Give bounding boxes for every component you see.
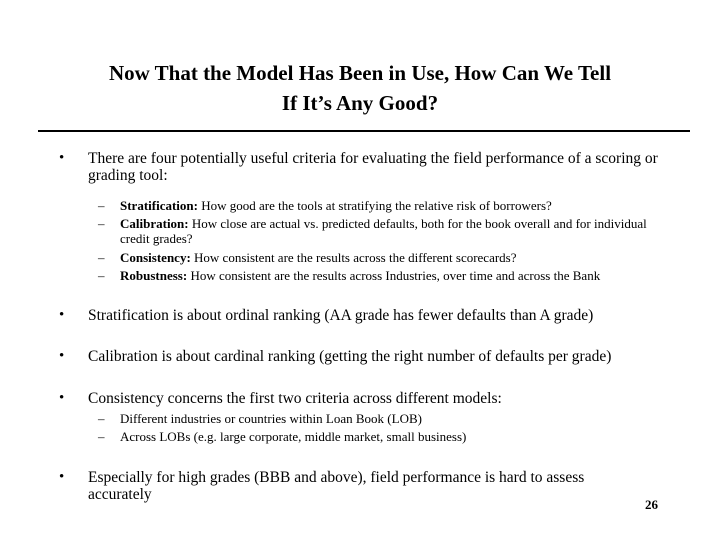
bullet-marker: • [59, 390, 65, 406]
bullet-calibration: Calibration is about cardinal ranking (getting the right number of defaults per grade) [88, 348, 612, 365]
definition-robustness: How consistent are the results across Industries, over time and across the Bank [187, 268, 601, 283]
bullet-marker: • [59, 150, 65, 166]
bullet-criteria-intro: There are four potentially useful criteria for evaluating the field performance of a scoring or grading tool: [88, 150, 658, 184]
sub-item-robustness [120, 268, 660, 283]
term-stratification: Stratification: [120, 198, 198, 213]
sub-bullet-dash: – [98, 198, 105, 213]
definition-stratification: How good are the tools at stratifying the relative risk of borrowers? [197, 198, 552, 213]
bullet-marker: • [59, 307, 65, 323]
slide-title [40, 58, 680, 118]
definition-calibration: How close are actual vs. predicted defaults, both for the book overall and for individual credit grades? [120, 216, 647, 246]
sub-item-calibration [120, 216, 660, 246]
sub-item-consistency [120, 250, 660, 265]
sub-item-industries: Different industries or countries within Loan Book (LOB) [120, 411, 422, 426]
sub-bullet-dash: – [98, 250, 105, 265]
bullet-consistency: Consistency concerns the first two criteria across different models: [88, 390, 502, 407]
term-consistency: Consistency: [120, 250, 191, 265]
bullet-stratification: Stratification is about ordinal ranking (AA grade has fewer defaults than A grade) [88, 307, 594, 324]
term-calibration: Calibration: [120, 216, 189, 231]
bullet-marker: • [59, 469, 65, 485]
slide-title-line-1: Now That the Model Has Been in Use, How Can We Tell [108, 61, 612, 85]
sub-bullet-dash: – [98, 429, 105, 444]
title-divider [38, 130, 690, 132]
sub-bullet-dash: – [98, 268, 105, 283]
slide-title-line-2: If It’s Any Good? [281, 91, 439, 115]
sub-item-stratification [120, 198, 660, 213]
bullet-high-grades: Especially for high grades (BBB and above), field performance is hard to assess accurately [88, 469, 585, 503]
bullet-marker: • [59, 348, 65, 364]
page-number: 26 [645, 497, 658, 512]
sub-bullet-dash: – [98, 216, 105, 231]
sub-bullet-dash: – [98, 411, 105, 426]
term-robustness: Robustness: [120, 268, 188, 283]
sub-item-lobs: Across LOBs (e.g. large corporate, middle market, small business) [120, 429, 467, 444]
definition-consistency: How consistent are the results across the different scorecards? [190, 250, 517, 265]
